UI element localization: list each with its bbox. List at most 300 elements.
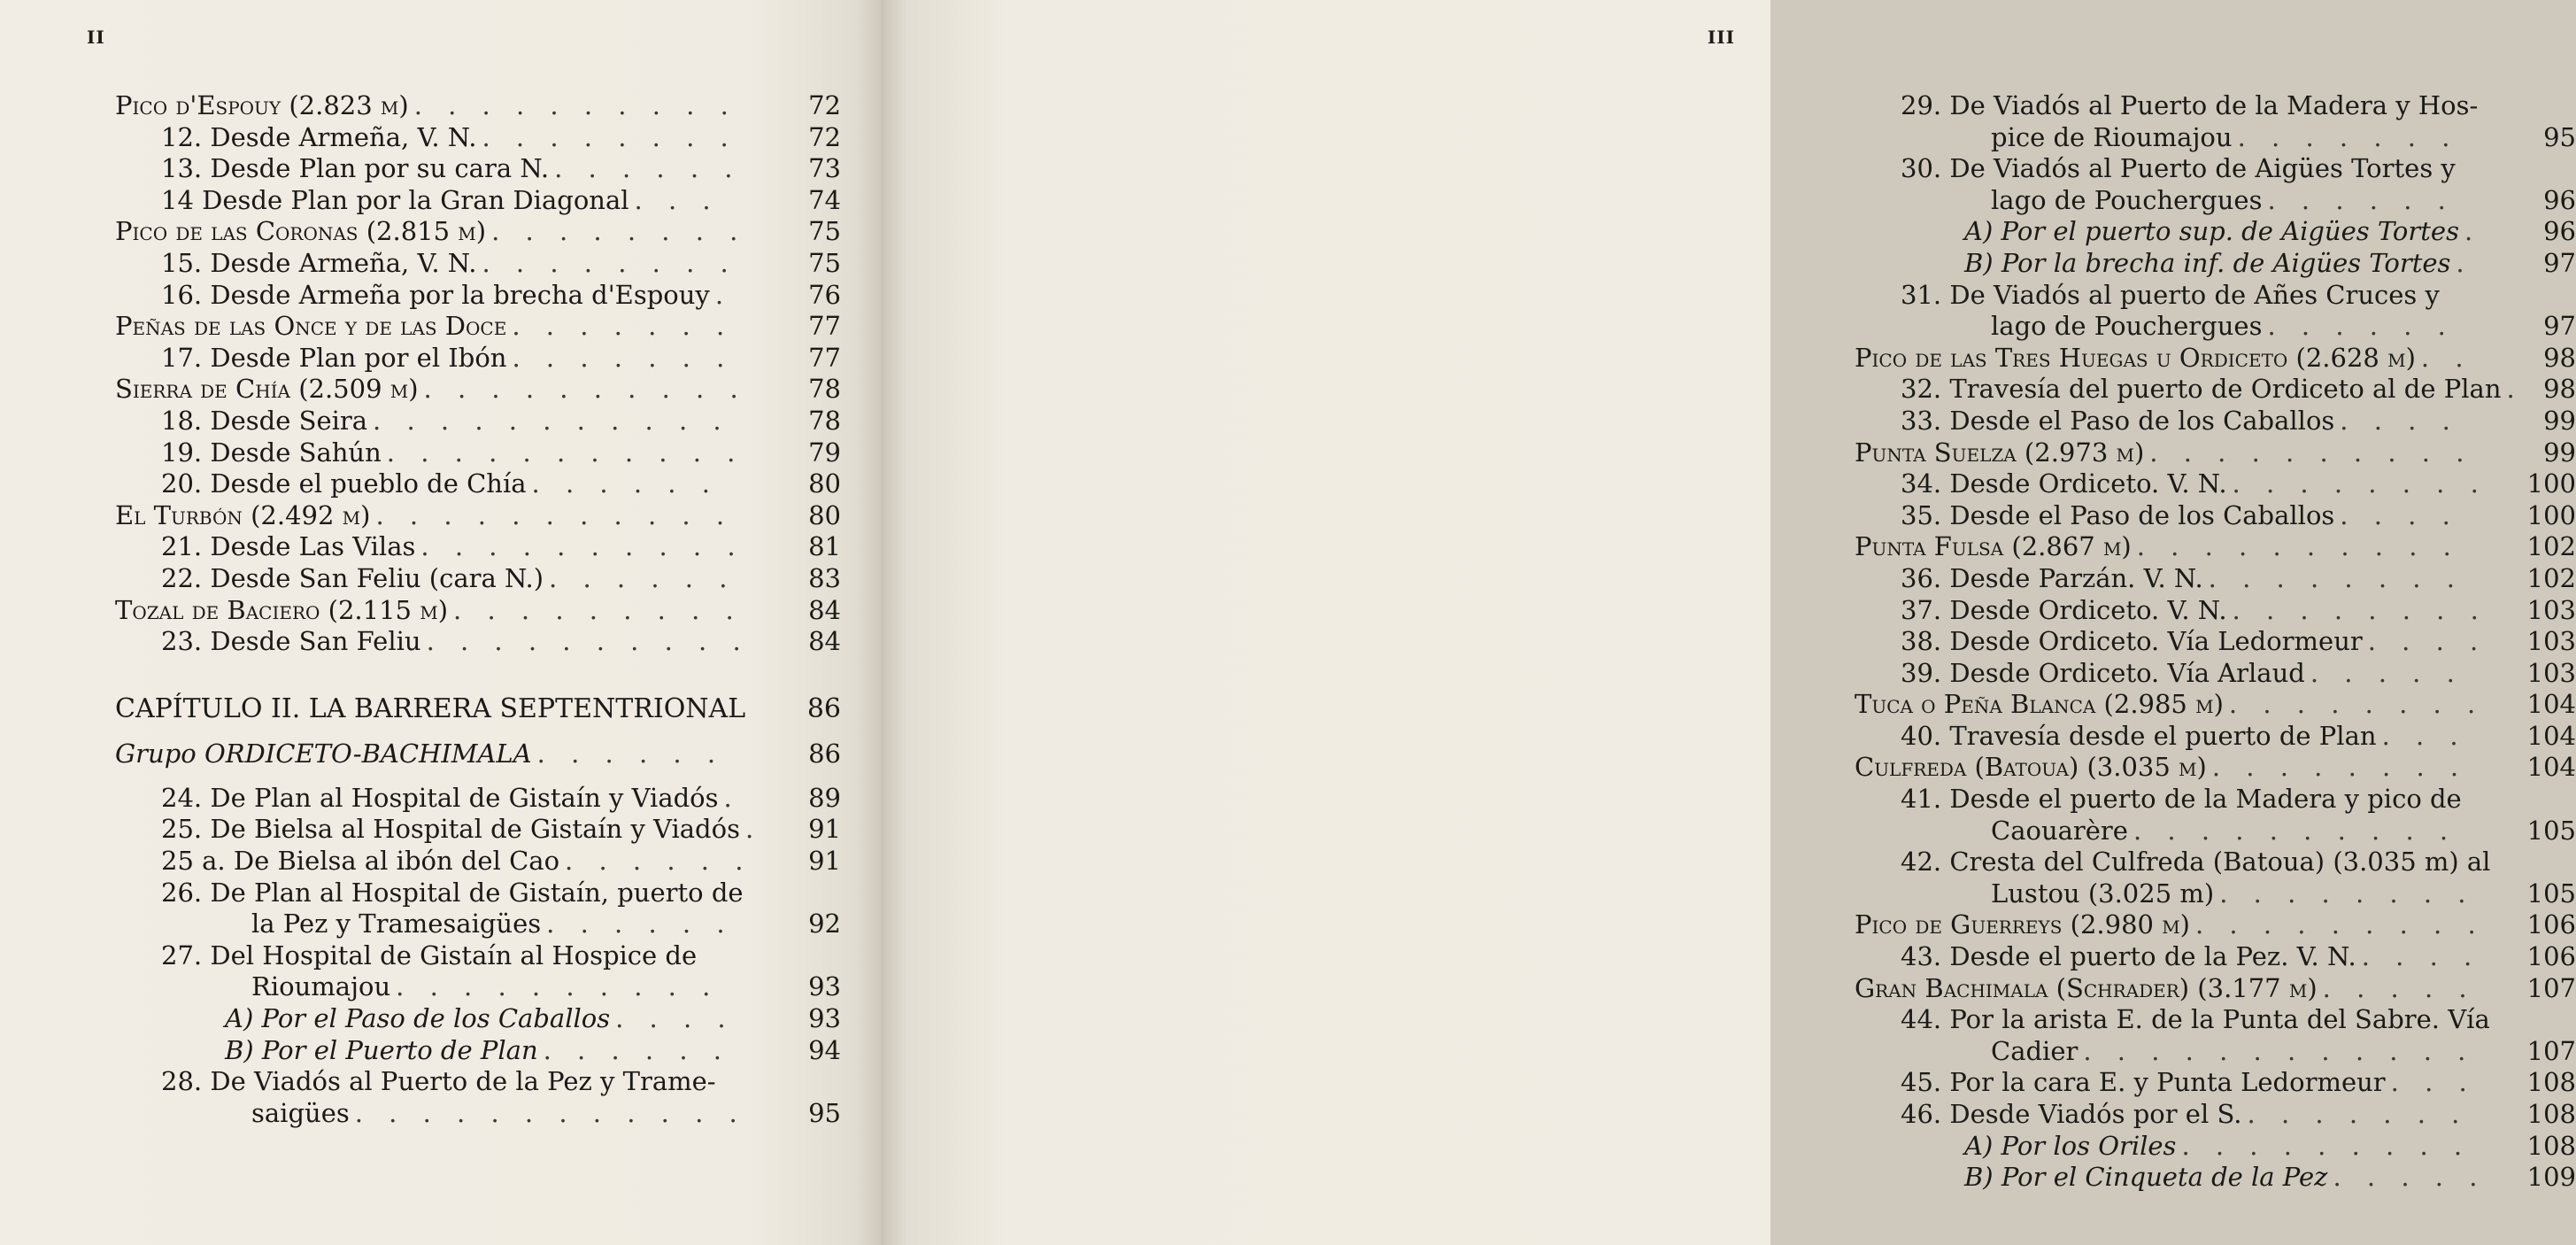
toc-entry [115, 783, 841, 815]
toc-entry-text: Pico de las Coronas (2.815 m) [115, 216, 487, 247]
toc-entry [1855, 1162, 2576, 1194]
toc-entry-title [115, 216, 486, 246]
toc-entry-title [251, 909, 541, 939]
toc-entry-text: CAPÍTULO II. LA BARRERA SEPTENTRIONAL [115, 692, 746, 724]
toc-entry-title [115, 374, 419, 404]
toc-entry-title [1901, 1099, 2242, 1129]
toc-entry-letter: B) [1964, 247, 1994, 278]
dot-leader: . . . . [2361, 941, 2481, 972]
toc-entry-text: 41. Desde el puerto de la Madera y pico de [1901, 784, 2462, 815]
toc-entry-title [1901, 847, 2490, 877]
toc-entry-page-number: 99 [2543, 437, 2576, 468]
toc-entry-title [161, 783, 719, 813]
toc-entry-page-number: 103 [2526, 594, 2576, 625]
toc-entry [1855, 941, 2576, 973]
dot-leader: . . . . . . . . . [2181, 1130, 2472, 1161]
toc-entry [1855, 248, 2576, 280]
toc-entry-page-number: 102 [2526, 531, 2576, 562]
dot-leader: . . . . . . . . . . [426, 626, 750, 657]
toc-entry-text: Caouarère [1991, 815, 2128, 846]
dot-leader: . . [2420, 342, 2472, 373]
toc-entry [1855, 1099, 2576, 1131]
dot-leader: . . . . . . . . [2219, 878, 2475, 909]
dot-leader: . . . . . . [2267, 184, 2455, 215]
dot-leader: . . . . . . . . [2211, 752, 2468, 783]
dot-leader: . . . . . . . . [2228, 689, 2485, 720]
toc-entry-title [161, 437, 382, 468]
toc-entry [1855, 658, 2576, 690]
dot-leader: . . . . . . . . . . . [386, 437, 744, 468]
toc-entry-text: pice de Rioumajou [1991, 121, 2233, 152]
dot-leader: . . . . . . [549, 562, 737, 593]
toc-entry-title [1901, 1067, 2386, 1097]
toc-entry-title [225, 1003, 610, 1033]
toc-entry [1855, 1131, 2576, 1163]
toc-entry-text: 28. De Viadós al Puerto de la Pez y Trame- [161, 1066, 716, 1097]
toc-entry [115, 216, 841, 248]
toc-entry-title [1991, 311, 2262, 341]
toc-entry-page-number: 104 [2526, 689, 2576, 720]
toc-entry-title [1855, 973, 2318, 1003]
toc-entry [115, 406, 841, 437]
toc-entry [115, 311, 841, 343]
toc-entry [115, 563, 841, 595]
dot-leader: . [744, 814, 763, 845]
toc-entry-title [161, 940, 697, 970]
toc-entry [115, 1035, 841, 1067]
toc-entry-page-number: 97 [2543, 247, 2576, 278]
toc-entry-text: Pico de Guerreys (2.980 m) [1855, 909, 2190, 940]
toc-entry [1855, 406, 2576, 437]
toc-entry-page-number: 106 [2526, 909, 2576, 940]
toc-entry-text: 22. Desde San Feliu (cara N.) [161, 562, 544, 593]
dot-leader: . . . . [615, 1003, 735, 1034]
toc-entry-title [115, 500, 370, 530]
toc-entry [115, 1098, 841, 1130]
toc-entry-page-number: 98 [2543, 374, 2576, 405]
dot-leader: . . . . . . . . [2232, 468, 2487, 499]
toc-list-left [115, 90, 841, 1129]
toc-entry-page-number: 103 [2526, 657, 2576, 688]
toc-entry-title [115, 311, 506, 341]
toc-entry-page-number: 108 [2526, 1099, 2576, 1129]
toc-entry-title [161, 153, 549, 183]
toc-entry-text: 38. Desde Ordiceto. Vía Ledormeur [1901, 626, 2363, 657]
toc-entry-page-number: 104 [2526, 720, 2576, 751]
toc-entry-text: 30. De Viadós al Puerto de Aigües Tortes y [1901, 153, 2456, 184]
toc-entry-title [1855, 909, 2190, 940]
page-folio: III [1707, 27, 1735, 48]
toc-entry-text: 32. Travesía del puerto de Ordiceto al de Plan [1901, 374, 2502, 405]
toc-entry-page-number: 91 [808, 814, 841, 845]
toc-entry-page-number: 80 [808, 468, 841, 499]
toc-entry-text: 18. Desde Seira [161, 405, 368, 436]
toc-entry-page-number: 72 [808, 90, 841, 120]
toc-entry-text: Por el Paso de los Caballos [261, 1003, 611, 1034]
dot-leader: . . . . . . . . . . . . [354, 1097, 746, 1128]
toc-entry [115, 1066, 841, 1098]
toc-entry-title [1855, 689, 2224, 719]
dot-leader: . . . . . . . . . . [2133, 815, 2457, 846]
toc-entry-title [161, 531, 415, 561]
toc-entry-text: Punta Fulsa (2.867 m) [1855, 531, 2132, 562]
dot-leader: . . . . . [2310, 657, 2464, 688]
toc-entry-title [161, 814, 740, 844]
toc-entry-title [1901, 406, 2334, 436]
toc-entry-text: 42. Cresta del Culfreda (Batoua) (3.035 m) al [1901, 847, 2491, 878]
toc-entry [1855, 816, 2576, 847]
toc-entry-title [1901, 280, 2440, 310]
toc-entry-text: 14 Desde Plan por la Gran Diagonal [161, 184, 629, 215]
dot-leader: . . . [2390, 1067, 2476, 1098]
dot-leader: . . . . . . . [512, 342, 734, 373]
toc-entry-title [1901, 1004, 2490, 1034]
toc-entry-page-number: 93 [808, 971, 841, 1002]
toc-entry [1855, 311, 2576, 343]
toc-entry-title [1964, 1131, 2176, 1161]
toc-entry-page-number: 75 [808, 216, 841, 247]
toc-entry-text: Sierra de Chía (2.509 m) [115, 374, 419, 405]
toc-entry-letter: B) [225, 1034, 254, 1065]
toc-entry-text: la Pez y Tramesaigües [251, 909, 542, 940]
page-folio: II [87, 27, 105, 48]
toc-entry [115, 846, 841, 878]
toc-entry-page-number: 96 [2543, 184, 2576, 215]
dot-leader: . . . . . . . [2247, 1099, 2469, 1129]
toc-entry [115, 468, 841, 500]
toc-entry-text: 17. Desde Plan por el Ibón [161, 342, 507, 373]
toc-entry-text: El Turbón (2.492 m) [115, 499, 371, 530]
toc-entry-text: 23. Desde San Feliu [161, 626, 421, 657]
toc-entry [1855, 626, 2576, 658]
toc-entry-page-number: 95 [808, 1097, 841, 1128]
toc-entry-text: 31. De Viadós al puerto de Añes Cruces y [1901, 279, 2440, 310]
toc-entry [1855, 847, 2576, 878]
toc-entry-text: 26. De Plan al Hospital de Gistaín, puerto de [161, 877, 744, 908]
toc-entry-text: Por el Puerto de Plan [261, 1034, 538, 1065]
toc-entry-text: 29. De Viadós al Puerto de la Madera y Hos- [1901, 90, 2479, 120]
toc-entry [1855, 531, 2576, 563]
toc-entry-text: 27. Del Hospital de Gistaín al Hospice de [161, 940, 698, 970]
toc-entry [1855, 909, 2576, 941]
toc-entry-title [1901, 658, 2305, 688]
toc-entry-text: 40. Travesía desde el puerto de Plan [1901, 720, 2377, 751]
toc-entry-page-number: 107 [2526, 1035, 2576, 1066]
toc-entry-page-number: 98 [2543, 342, 2576, 373]
toc-entry [1855, 721, 2576, 753]
dot-leader: . . . . . . . [2237, 121, 2459, 152]
dot-leader: . . . . . . [2267, 311, 2455, 342]
toc-entry-title [1855, 343, 2416, 373]
toc-entry-title [1991, 878, 2214, 909]
toc-entry-title [115, 90, 409, 120]
toc-entry-text: 21. Desde Las Vilas [161, 531, 416, 562]
toc-entry-letter: A) [1964, 1130, 1994, 1161]
toc-entry [115, 90, 841, 122]
dot-leader: . . . . . . . . . . [396, 971, 720, 1002]
toc-entry-text: 39. Desde Ordiceto. Vía Arlaud [1901, 657, 2305, 688]
toc-entry-page-number: 108 [2526, 1130, 2576, 1161]
toc-entry-text: Punta Suelza (2.973 m) [1855, 437, 2145, 468]
toc-entry-text: 35. Desde el Paso de los Caballos [1901, 499, 2335, 530]
toc-entry-page-number: 76 [808, 279, 841, 310]
dot-leader: . . . . . . [554, 153, 742, 184]
toc-entry [115, 248, 841, 280]
dot-leader: . [2456, 247, 2473, 278]
toc-entry-title [1901, 468, 2227, 499]
toc-entry-page-number: 86 [808, 738, 841, 769]
dot-leader: . [2464, 216, 2482, 247]
toc-entry-title [1901, 784, 2462, 814]
toc-entry-text: 44. Por la arista E. de la Punta del Sabre. Vía [1901, 1004, 2490, 1035]
dot-leader: . . . . . . . [512, 311, 734, 342]
toc-entry-text: Rioumajou [251, 971, 391, 1002]
toc-entry [1855, 1004, 2576, 1036]
toc-entry-page-number: 78 [808, 405, 841, 436]
toc-entry-title [1901, 626, 2363, 656]
toc-entry [1855, 374, 2576, 406]
toc-entry-title [161, 122, 477, 152]
toc-entry-text: lago de Pouchergues [1991, 311, 2263, 342]
toc-entry-title [1991, 1036, 2078, 1066]
toc-entry-page-number: 103 [2526, 626, 2576, 657]
toc-entry-title [1901, 90, 2478, 120]
toc-entry-title [1991, 122, 2233, 152]
toc-entry-page-number: 91 [808, 846, 841, 877]
toc-entry [1855, 784, 2576, 816]
toc-entry-letter: B) [1964, 1162, 1994, 1193]
toc-entry [115, 280, 841, 312]
toc-entry-page-number: 72 [808, 121, 841, 152]
dot-leader: . . . [2381, 720, 2467, 751]
toc-list-right [1855, 90, 2576, 1194]
toc-entry-title [161, 185, 629, 215]
toc-entry [115, 185, 841, 217]
toc-entry [1855, 468, 2576, 500]
dot-leader: . . . . . . . . . [2195, 909, 2485, 940]
dot-leader: . . . . . . . . . . . . [2083, 1035, 2475, 1066]
toc-entry-text: Por los Oriles [2001, 1130, 2177, 1161]
toc-entry-page-number: 78 [808, 374, 841, 405]
toc-entry-text: Peñas de las Once y de las Doce [115, 311, 507, 342]
toc-entry-title [1855, 531, 2132, 561]
toc-entry-title [161, 406, 367, 436]
toc-entry-text: lago de Pouchergues [1991, 184, 2263, 215]
toc-entry [1855, 185, 2576, 217]
toc-entry [115, 814, 841, 846]
toc-entry-title [1991, 185, 2262, 215]
toc-entry-title [161, 846, 559, 876]
toc-entry-page-number: 86 [806, 692, 841, 724]
toc-entry-page-number: 107 [2526, 972, 2576, 1003]
toc-entry-title [1964, 216, 2459, 246]
toc-entry-text: 16. Desde Armeña por la brecha d'Espouy [161, 279, 710, 310]
toc-entry-title [1901, 563, 2203, 593]
toc-entry-title [161, 343, 506, 373]
toc-entry-title [161, 1066, 716, 1096]
dot-leader: . . . . . [2322, 972, 2476, 1003]
toc-entry-title [1855, 752, 2207, 782]
toc-entry-letter: A) [1964, 216, 1994, 247]
toc-entry-title [1901, 595, 2227, 625]
toc-entry-title [161, 626, 421, 656]
toc-entry-page-number: 102 [2526, 562, 2576, 593]
toc-entry [115, 122, 841, 154]
toc-entry [115, 531, 841, 563]
toc-entry-title [251, 1098, 350, 1128]
toc-entry-title [161, 878, 744, 908]
toc-entry-page-number: 77 [808, 311, 841, 342]
toc-entry-page-number: 95 [2543, 121, 2576, 152]
toc-entry-page-number: 96 [2543, 216, 2576, 247]
toc-entry [1855, 280, 2576, 312]
toc-entry [115, 343, 841, 375]
toc-entry-title [1964, 248, 2450, 278]
toc-entry-text: 25. De Bielsa al Hospital de Gistaín y Viadós [161, 814, 740, 845]
toc-entry [115, 971, 841, 1003]
toc-entry-text: Tuca o Peña Blanca (2.985 m) [1855, 689, 2224, 720]
toc-entry-title [115, 595, 448, 625]
toc-entry-title [161, 248, 477, 278]
toc-entry [1855, 973, 2576, 1005]
toc-entry-page-number: 106 [2526, 941, 2576, 972]
dot-leader: . . . . . . . . [491, 216, 747, 247]
toc-entry [115, 693, 841, 725]
toc-entry-title [115, 738, 532, 769]
toc-entry-title [115, 693, 745, 724]
toc-entry-page-number: 108 [2526, 1067, 2576, 1098]
toc-entry-letter: A) [225, 1003, 254, 1034]
toc-entry-page-number: 73 [808, 153, 841, 184]
dot-leader: . . . . [2340, 499, 2459, 530]
toc-entry [115, 909, 841, 940]
dot-leader: . . . . . [2333, 1162, 2487, 1193]
dot-leader: . [723, 782, 741, 813]
toc-entry-text: saigües [251, 1097, 350, 1128]
toc-entry [115, 374, 841, 406]
dot-leader: . . . . . . . . [482, 247, 737, 278]
toc-entry-text: 15. Desde Armeña, V. N. [161, 247, 477, 278]
toc-entry [1855, 1036, 2576, 1068]
toc-entry-title [1901, 500, 2334, 530]
toc-entry [1855, 216, 2576, 248]
dot-leader: . . . . . . [531, 468, 719, 499]
dot-leader: . . . [634, 184, 720, 215]
toc-entry-title [251, 971, 390, 1001]
toc-entry-text: Tozal de Baciero (2.115 m) [115, 594, 449, 625]
toc-entry-page-number: 100 [2526, 499, 2576, 530]
toc-entry-text: Por el puerto sup. de Aigües Tortes [2001, 216, 2459, 247]
toc-entry [1855, 153, 2576, 185]
toc-entry-page-number: 83 [808, 562, 841, 593]
toc-entry-title [1855, 437, 2144, 468]
toc-entry-page-number: 109 [2526, 1162, 2576, 1193]
right-page [881, 0, 2576, 1245]
toc-entry-text: Por el Cinqueta de la Pez [2001, 1162, 2328, 1193]
toc-entry-text: Grupo ORDICETO-BACHIMALA [115, 738, 532, 769]
toc-entry [1855, 878, 2576, 910]
toc-entry-text: 25 a. De Bielsa al ibón del Cao [161, 846, 560, 877]
toc-entry-text: 45. Por la cara E. y Punta Ledormeur [1901, 1067, 2386, 1098]
toc-entry-text: Pico d'Espouy (2.823 m) [115, 90, 409, 120]
toc-entry-title [161, 563, 544, 593]
toc-entry-page-number: 84 [808, 594, 841, 625]
toc-entry-title [225, 1035, 538, 1065]
toc-entry-page-number: 104 [2526, 752, 2576, 783]
toc-entry-text: 19. Desde Sahún [161, 437, 382, 468]
toc-entry-text: 24. De Plan al Hospital de Gistaín y Viadós [161, 782, 719, 813]
dot-leader: . . . . . . . . . . . [375, 499, 734, 530]
toc-entry [115, 626, 841, 658]
toc-entry [115, 738, 841, 770]
toc-entry-page-number: 84 [808, 626, 841, 657]
toc-entry [115, 437, 841, 469]
toc-entry-page-number: 92 [808, 909, 841, 940]
dot-leader: . [2506, 374, 2524, 405]
toc-entry-page-number: 94 [808, 1034, 841, 1065]
dot-leader: . . . . . . . . [482, 121, 737, 152]
dot-leader: . . . . [2367, 626, 2487, 657]
toc-entry-title [1901, 153, 2456, 183]
dot-leader: . . . . . . . . [2208, 562, 2464, 593]
toc-entry-page-number: 105 [2526, 815, 2576, 846]
dot-leader: . . . . . . . . . . [2136, 531, 2460, 562]
dot-leader: . . . . . . . . [2232, 594, 2487, 625]
dot-leader: . . . . . . [543, 1034, 731, 1065]
toc-entry-page-number: 74 [808, 184, 841, 215]
toc-entry-page-number: 100 [2526, 468, 2576, 499]
toc-entry-page-number: 75 [808, 247, 841, 278]
toc-entry-page-number: 77 [808, 342, 841, 373]
toc-entry-text: 12. Desde Armeña, V. N. [161, 121, 477, 152]
toc-entry-title [161, 468, 527, 499]
toc-entry-text: Por la brecha inf. de Aigües Tortes [2001, 247, 2451, 278]
left-page [0, 0, 881, 1245]
toc-entry [1855, 437, 2576, 469]
toc-entry [1855, 500, 2576, 532]
toc-entry-page-number: 97 [2543, 311, 2576, 342]
toc-entry-title [1901, 374, 2502, 404]
toc-entry [115, 153, 841, 185]
toc-entry-text: 20. Desde el pueblo de Chía [161, 468, 527, 499]
dot-leader: . . . . . . . . . . [420, 531, 744, 562]
toc-entry-title [161, 280, 710, 310]
toc-entry-text: 46. Desde Viadós por el S. [1901, 1099, 2242, 1129]
dot-leader: . . . . . . . . . . [2149, 437, 2473, 468]
toc-entry-text: 36. Desde Parzán. V. N. [1901, 562, 2203, 593]
toc-entry [1855, 122, 2576, 154]
dot-leader: . . . . . . [536, 738, 725, 769]
dot-leader: . . . . . . . . . [453, 594, 743, 625]
toc-entry-text: 13. Desde Plan por su cara N. [161, 153, 550, 184]
toc-entry [1855, 689, 2576, 721]
dot-leader: . . . . . . [546, 909, 734, 940]
toc-entry [1855, 595, 2576, 627]
toc-entry [115, 1003, 841, 1035]
toc-entry-text: Gran Bachimala (Schrader) (3.177 m) [1855, 972, 2318, 1003]
toc-entry-title [1964, 1162, 2327, 1192]
toc-entry-text: Cadier [1991, 1035, 2079, 1066]
toc-entry-page-number: 81 [808, 531, 841, 562]
dot-leader: . . . . . . . . . . . [373, 405, 730, 436]
toc-entry-text: 37. Desde Ordiceto. V. N. [1901, 594, 2227, 625]
toc-entry-text: 43. Desde el puerto de la Pez. V. N. [1901, 941, 2356, 972]
toc-entry-page-number: 80 [808, 499, 841, 530]
toc-entry-text: Lustou (3.025 m) [1991, 878, 2215, 909]
toc-entry-text: 34. Desde Ordiceto. V. N. [1901, 468, 2227, 499]
toc-entry [1855, 1067, 2576, 1099]
toc-entry [1855, 752, 2576, 784]
